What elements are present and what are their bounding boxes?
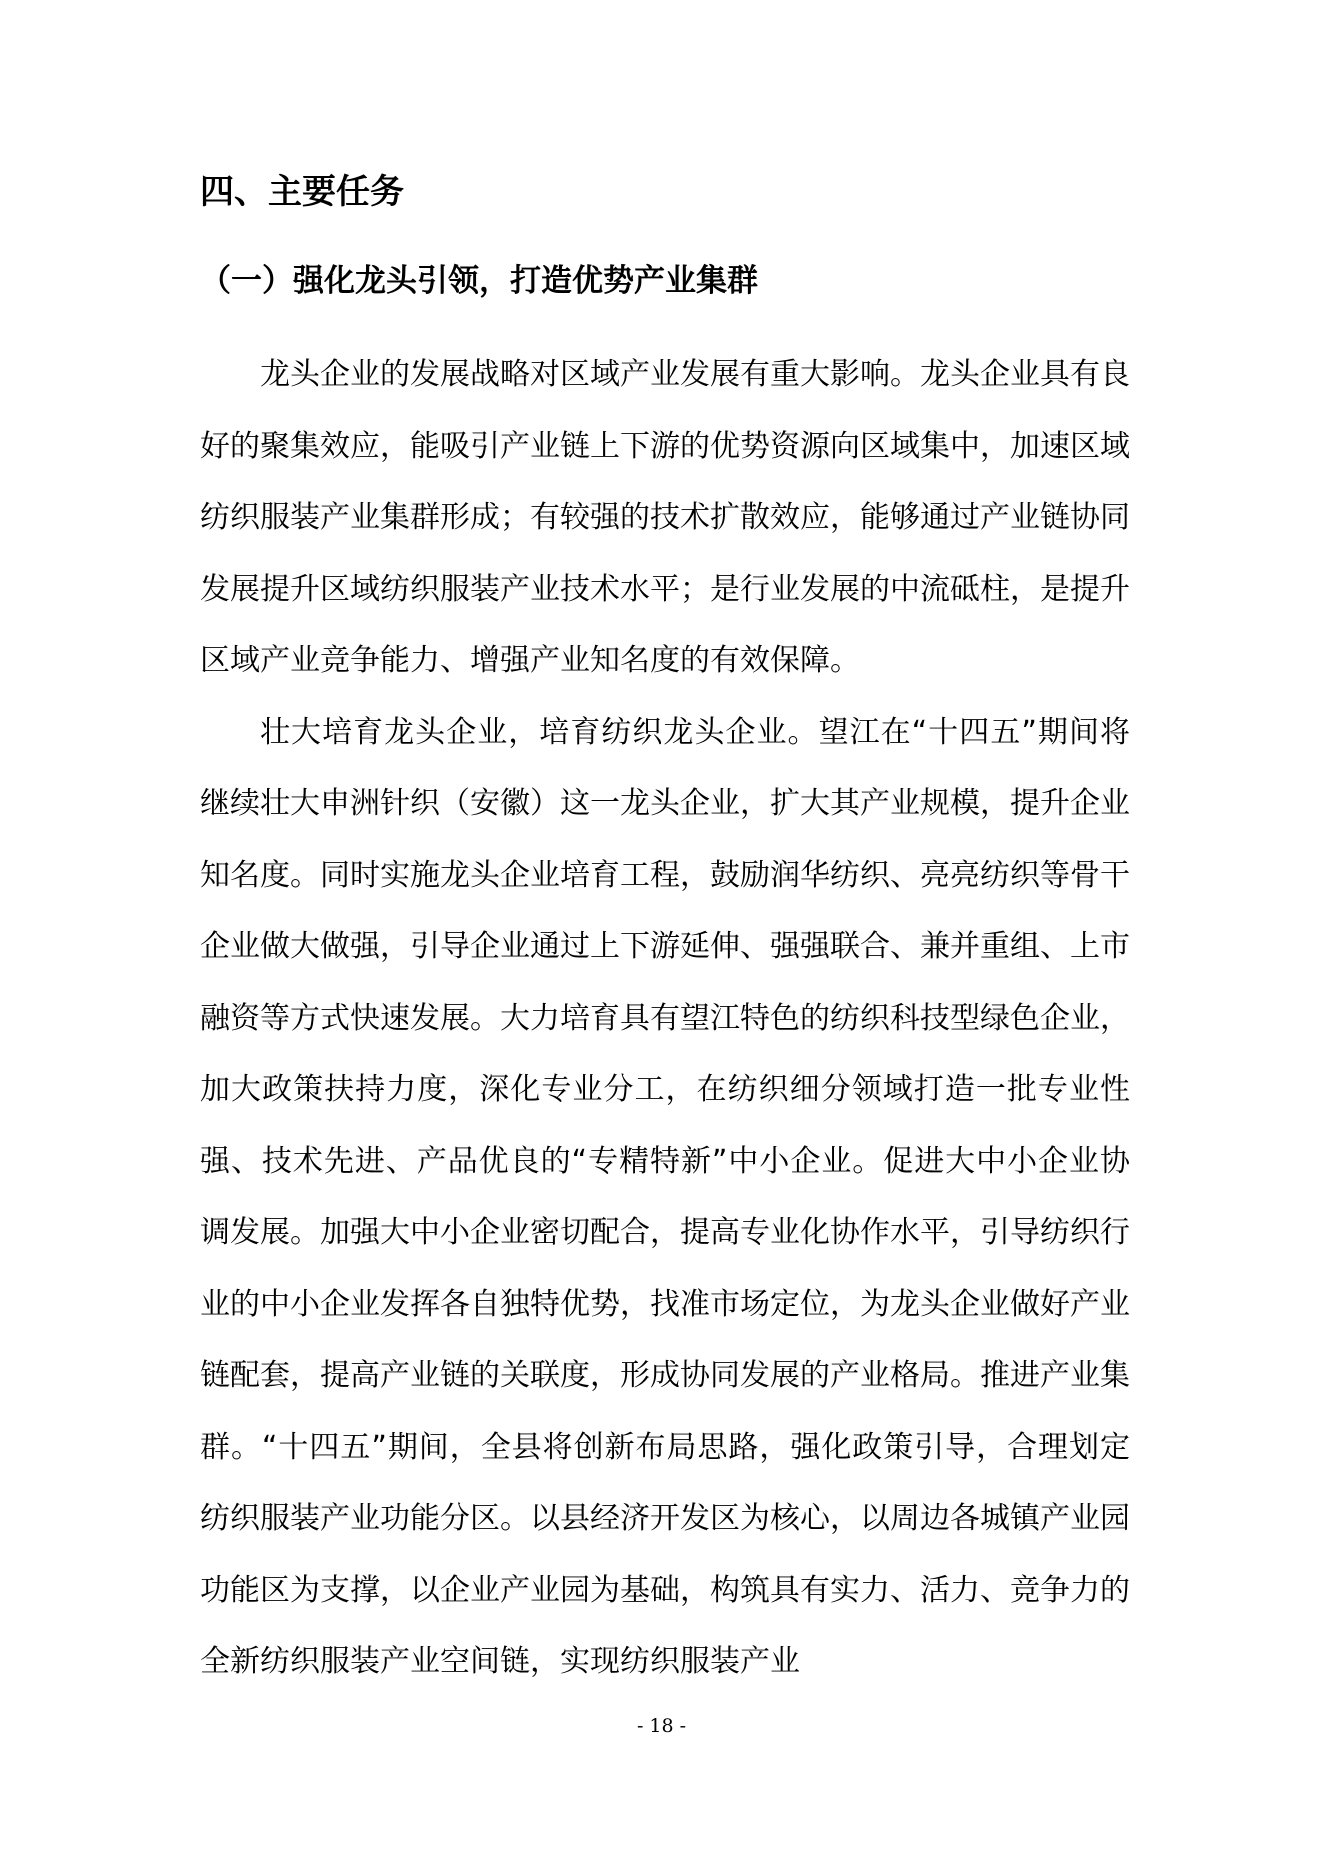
paragraph: 壮大培育龙头企业，培育纺织龙头企业。望江在“十四五”期间将继续壮大申洲针织（安徽）这一龙头企业，扩大其产业规模，提升企业知名度。同时实施龙头企业培育工程，鼓励润华纺织、亮亮纺织等骨干企业做大做强，引导企业通过上下游延伸、强强联合、兼并重组、上市融资等方式快速发展。大力培育具有望江特色的纺织科技型绿色企业，加大政策扶持力度，深化专业分工，在纺织细分领域打造一批专业性强、技术先进、产品优良的“专精特新”中小企业。促进大中小企业协调发展。加强大中小企业密切配合，提高专业化协作水平，引导纺织行业的中小企业发挥各自独特优势，找准市场定位，为龙头企业做好产业链配套，提高产业链的关联度，形成协同发展的产业格局。推进产业集群。“十四五”期间，全县将创新布局思路，强化政策引导，合理划定纺织服装产业功能分区。以县经济开发区为核心，以周边各城镇产业园功能区为支撑，以企业产业园为基础，构筑具有实力、活力、竞争力的全新纺织服装产业空间链，实现纺织服装产业 (200, 714, 1130, 1679)
body-text (200, 339, 1130, 1698)
page-number: - 18 - (636, 1715, 687, 1737)
paragraph: 龙头企业的发展战略对区域产业发展有重大影响。龙头企业具有良好的聚集效应，能吸引产业链上下游的优势资源向区域集中，加速区域纺织服装产业集群形成；有较强的技术扩散效应，能够通过产业链协同发展提升区域纺织服装产业技术水平；是行业发展的中流砥柱，是提升区域产业竞争能力、增强产业知名度的有效保障。 (200, 357, 1130, 678)
section-heading: 四、主要任务 (200, 172, 404, 212)
subsection-heading: （一）强化龙头引领，打造优势产业集群 (200, 263, 758, 299)
